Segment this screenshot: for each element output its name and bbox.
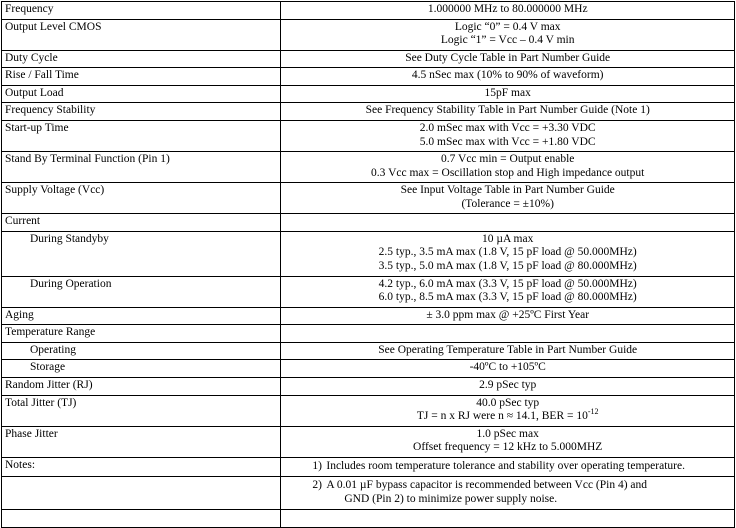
spec-label: Output Level CMOS (2, 19, 281, 50)
spec-value-line: 6.0 typ., 8.5 mA max (3.3 V, 15 pF load @ 80.000MHz) (378, 291, 637, 304)
table-row (2, 342, 735, 360)
note-grid (284, 460, 731, 474)
table-row (2, 2, 735, 20)
spec-value (281, 85, 735, 103)
spec-value (281, 2, 735, 20)
table-row (2, 120, 735, 151)
spec-value-line: 1.0 pSec max (476, 427, 539, 440)
table-row (2, 307, 735, 325)
spec-value-line: Offset frequency = 12 kHz to 5.000MHZ (413, 441, 603, 454)
spec-label: Phase Jitter (2, 426, 281, 457)
table-row (2, 395, 735, 426)
spec-label: Output Load (2, 85, 281, 103)
spec-label: During Standyby (2, 231, 281, 276)
spec-value-line: Logic “0” = 0.4 V max (454, 20, 561, 33)
bottom-strip-left (2, 510, 281, 528)
spec-value-line: 5.0 mSec max with Vcc = +1.80 VDC (419, 135, 596, 148)
table-row (2, 377, 735, 395)
spec-value-empty (284, 215, 731, 228)
table-row (2, 50, 735, 68)
table-row (2, 68, 735, 86)
spec-value (281, 360, 735, 378)
note-content (281, 457, 735, 477)
spec-value-line: See Duty Cycle Table in Part Number Guide (405, 51, 611, 64)
spec-value-line: ± 3.0 ppm max @ +25ºC First Year (426, 308, 590, 321)
table-row (2, 325, 735, 343)
table-row (2, 103, 735, 121)
notes-row (2, 477, 735, 510)
spec-label: Storage (2, 360, 281, 378)
spec-label: Aging (2, 307, 281, 325)
note-text (326, 479, 731, 506)
spec-value-line: 4.2 typ., 6.0 mA max (3.3 V, 15 pF load @ 50.000MHz) (378, 277, 637, 290)
note-text (326, 460, 731, 474)
spec-value (281, 152, 735, 183)
spec-value-line: 40.0 pSec typ (476, 396, 540, 409)
spec-label: Operating (2, 342, 281, 360)
spec-label: During Operation (2, 276, 281, 307)
table-row (2, 152, 735, 183)
note-text-line: GND (Pin 2) to minimize power supply noise. (344, 492, 558, 505)
spec-value (281, 68, 735, 86)
bottom-strip-right (281, 510, 735, 528)
spec-value-line: 10 µA max (482, 232, 534, 245)
spec-label: Current (2, 214, 281, 232)
spec-value (281, 19, 735, 50)
spec-value (281, 120, 735, 151)
spec-value-empty (284, 326, 731, 339)
spec-label: Supply Voltage (Vcc) (2, 183, 281, 214)
notes-row (2, 457, 735, 477)
spec-value-line: TJ = n x RJ were n ≈ 14.1, BER = $10^{-12}$ (416, 407, 599, 423)
spec-label: Random Jitter (RJ) (2, 377, 281, 395)
spec-value-line: See Input Voltage Table in Part Number Guide (400, 184, 615, 197)
table-row (2, 85, 735, 103)
spec-label: Frequency (2, 2, 281, 20)
spec-label: Rise / Fall Time (2, 68, 281, 86)
notes-label: Notes: (2, 457, 281, 477)
table-row (2, 426, 735, 457)
spec-value (281, 325, 735, 343)
spec-value-line: 2.5 typ., 3.5 mA max (1.8 V, 15 pF load @ 50.000MHz) (378, 246, 637, 259)
spec-label: Duty Cycle (2, 50, 281, 68)
spec-value-line: 0.3 Vcc max = Oscillation stop and High impedance output (371, 166, 645, 179)
specification-table (1, 1, 735, 528)
note-text-line: Includes room temperature tolerance and stability over operating temperature. (326, 459, 685, 472)
table-bottom-strip (2, 510, 735, 528)
table-row (2, 19, 735, 50)
table-row (2, 231, 735, 276)
table-row (2, 214, 735, 232)
spec-value (281, 183, 735, 214)
spec-value (281, 103, 735, 121)
spec-label: Temperature Range (2, 325, 281, 343)
spec-value-line: 3.5 typ., 5.0 mA max (1.8 V, 15 pF load @ 80.000MHz) (378, 260, 637, 272)
spec-value-line: 1.000000 MHz to 80.000000 MHz (427, 3, 588, 15)
table-row (2, 183, 735, 214)
table-row (2, 276, 735, 307)
table-row (2, 360, 735, 378)
spec-value-line: See Frequency Stability Table in Part Number Guide (Note 1) (365, 104, 650, 117)
spec-label: Total Jitter (TJ) (2, 395, 281, 426)
spec-value-line: 15pF max (484, 86, 531, 99)
spec-value-line: 0.7 Vcc min = Output enable (440, 153, 575, 166)
spec-value-line: 4.5 nSec max (10% to 90% of waveform) (411, 69, 604, 82)
spec-value (281, 231, 735, 276)
spec-value (281, 395, 735, 426)
spec-value-line: 2.9 pSec typ (479, 378, 537, 391)
note-content (281, 477, 735, 510)
specification-sheet (0, 1, 736, 505)
spec-value (281, 276, 735, 307)
notes-label-empty (2, 477, 281, 510)
spec-value (281, 50, 735, 68)
spec-label: Frequency Stability (2, 103, 281, 121)
note-number: 2) (312, 479, 322, 492)
spec-label: Stand By Terminal Function (Pin 1) (2, 152, 281, 183)
spec-value (281, 342, 735, 360)
spec-value-line: See Operating Temperature Table in Part Number Guide (378, 343, 638, 356)
spec-value-line: (Tolerance = ±10%) (461, 197, 554, 210)
spec-value-line: 2.0 mSec max with Vcc = +3.30 VDC (419, 121, 596, 134)
spec-value (281, 377, 735, 395)
spec-value-line: -40ºC to +105ºC (469, 361, 546, 374)
note-number: 1) (312, 459, 322, 472)
note-text-line: A 0.01 µF bypass capacitor is recommended between Vcc (Pin 4) and (326, 479, 648, 492)
note-grid (284, 479, 731, 506)
spec-label: Start-up Time (2, 120, 281, 151)
spec-value (281, 426, 735, 457)
spec-value (281, 214, 735, 232)
spec-value (281, 307, 735, 325)
spec-value-line: Logic “1” = Vcc – 0.4 V min (440, 34, 575, 47)
specification-table-body (2, 2, 735, 528)
